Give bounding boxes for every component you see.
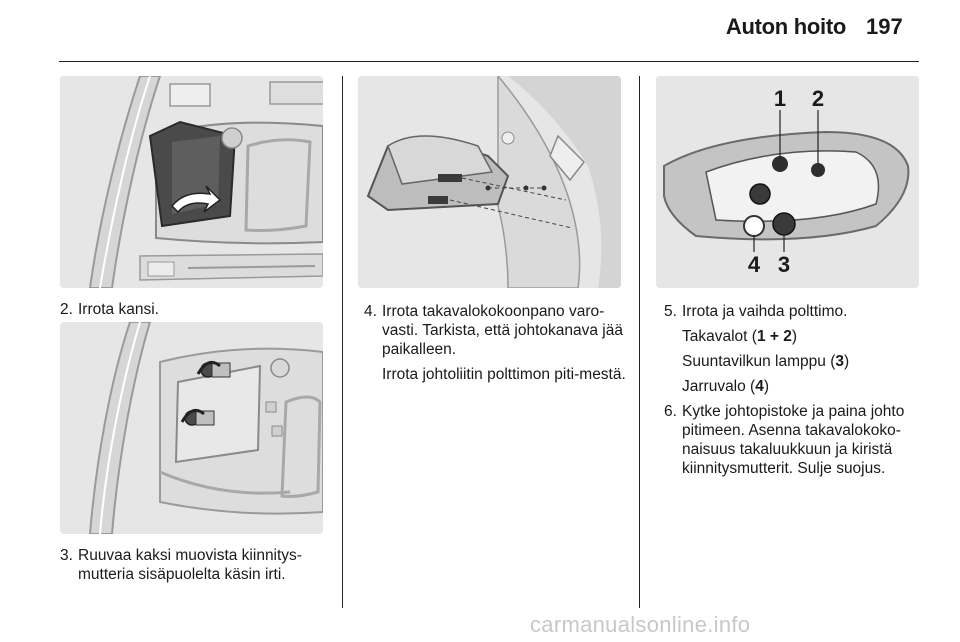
callout-4: 4 xyxy=(747,252,761,277)
step-2 xyxy=(60,300,330,319)
section-title: Auton hoito xyxy=(725,14,846,39)
step-6-text: Kytke johtopistoke ja paina johto pitimeen. Asenna takavalokoko-naisuus takaluukkuun ja kiristä kiinnitysmutterit. Sulje suojus. xyxy=(682,403,905,477)
callout-1: 1 xyxy=(773,86,787,111)
page-header xyxy=(0,0,960,62)
header-rule xyxy=(59,61,919,62)
brake-light-line: Jarruvalo (4) xyxy=(682,378,770,395)
tail-lights-line: Takavalot (1 + 2) xyxy=(682,328,798,345)
step-4 xyxy=(364,302,626,384)
step-2-number: 2. xyxy=(60,301,73,318)
step-3-text: Ruuvaa kaksi muovista kiinnitys-mutteria sisäpuolelta käsin irti. xyxy=(78,547,302,583)
step-4-text: Irrota takavalokokoonpano varo-vasti. Tarkista, että johtokanava jää paikalleen. xyxy=(382,303,623,358)
figure-remove-cover xyxy=(60,76,323,288)
callout-3: 3 xyxy=(777,252,791,277)
page-number: 197 xyxy=(866,14,903,39)
step-5-text: Irrota ja vaihda polttimo. xyxy=(682,303,848,320)
figure-remove-assembly xyxy=(358,76,621,288)
step-5-number: 5. xyxy=(664,303,677,320)
step-5 xyxy=(664,302,926,321)
step-4-note: Irrota johtoliitin polttimon piti-mestä. xyxy=(382,366,626,383)
step-5-block xyxy=(664,302,926,478)
watermark: carmanualsonline.info xyxy=(530,612,751,637)
turn-signal-line: Suuntavilkun lamppu (3) xyxy=(682,353,850,370)
column-divider-2 xyxy=(639,76,640,608)
step-4-number: 4. xyxy=(364,303,377,320)
step-2-text: Irrota kansi. xyxy=(78,301,159,318)
callout-2: 2 xyxy=(811,86,825,111)
figure-unscrew-nuts xyxy=(60,322,323,534)
column-divider-1 xyxy=(342,76,343,608)
step-3 xyxy=(60,546,336,584)
step-6 xyxy=(664,402,926,478)
step-3-number: 3. xyxy=(60,547,73,564)
figure-bulb-positions xyxy=(656,76,919,288)
step-6-number: 6. xyxy=(664,403,677,420)
